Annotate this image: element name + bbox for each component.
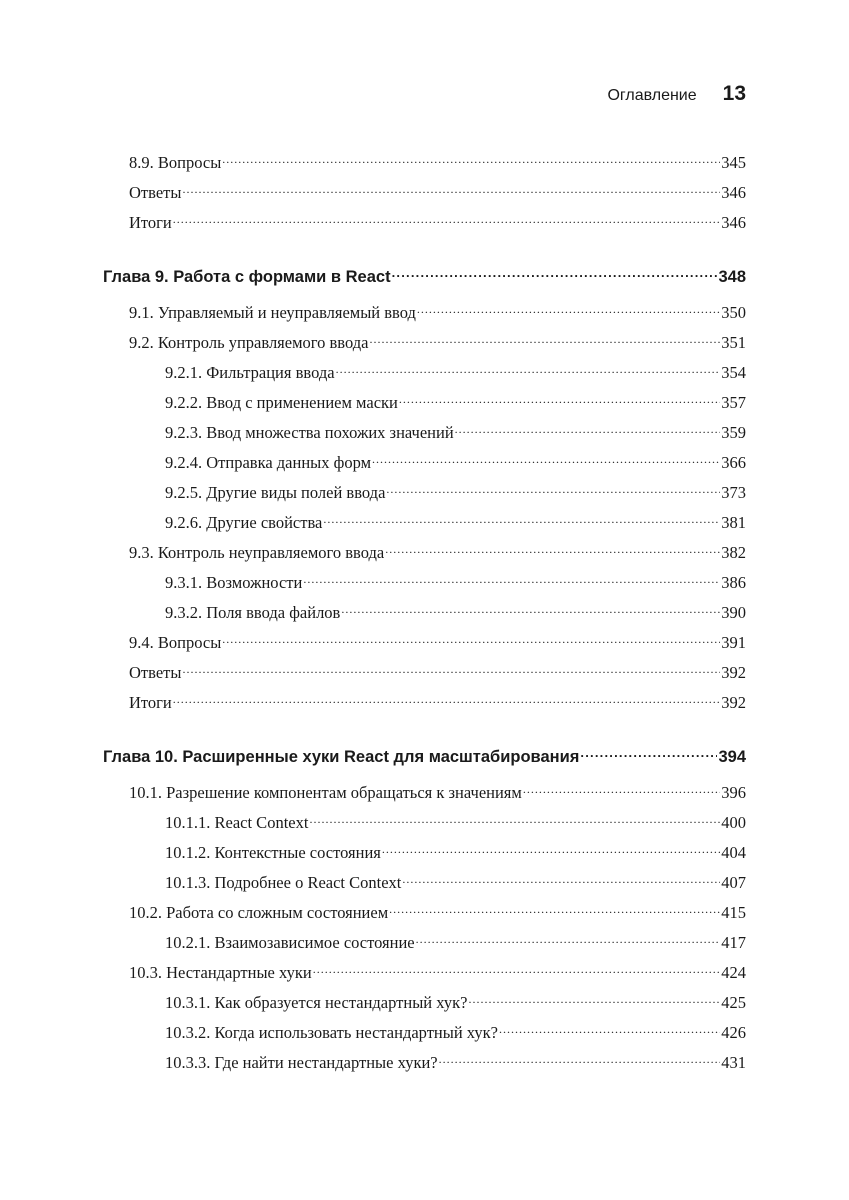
toc-entry-label: 10.1.1. React Context: [165, 813, 309, 832]
leader-dots: [499, 1016, 720, 1038]
toc-subentry[interactable]: [165, 356, 746, 382]
leader-dots: [386, 476, 720, 498]
toc-subentry[interactable]: [165, 866, 746, 892]
toc-entry-page: 392: [721, 693, 746, 712]
toc-entry-label: 9.4. Вопросы: [129, 633, 222, 652]
toc-entry-page: 396: [721, 783, 746, 802]
toc-subentry[interactable]: [165, 476, 746, 502]
leader-dots: [303, 566, 720, 588]
running-header-title: Оглавление: [607, 87, 697, 104]
leader-dots: [182, 656, 720, 678]
toc-entry-page: 407: [721, 873, 746, 892]
leader-dots: [392, 260, 718, 282]
toc-entry-label: 9.2.1. Фильтрация ввода: [165, 363, 335, 382]
toc-entry-page: 354: [721, 363, 746, 382]
toc-entry-page: 415: [721, 903, 746, 922]
toc-entry-label: Итоги: [129, 693, 172, 712]
toc-entry-page: 345: [721, 153, 746, 172]
toc-subentry[interactable]: [165, 566, 746, 592]
toc-entry-label: 9.1. Управляемый и неуправляемый ввод: [129, 303, 416, 322]
toc-entry-label: 8.9. Вопросы: [129, 153, 222, 172]
toc-entry-page: 346: [721, 183, 746, 202]
leader-dots: [399, 386, 720, 408]
toc-subentry[interactable]: [165, 386, 746, 412]
toc-entry-page: 392: [721, 663, 746, 682]
leader-dots: [402, 866, 720, 888]
toc-subentry[interactable]: [165, 986, 746, 1012]
toc-subentry[interactable]: [165, 926, 746, 952]
toc-subentry[interactable]: [165, 506, 746, 532]
toc-entry-label: 10.2.1. Взаимозависимое состояние: [165, 933, 415, 952]
leader-dots: [439, 1046, 721, 1068]
toc-entry-label: 10.3.1. Как образуется нестандартный хук?: [165, 993, 468, 1012]
toc-entry-label: Ответы: [129, 663, 182, 682]
toc-entry-page: 400: [721, 813, 746, 832]
toc-subentry[interactable]: [165, 446, 746, 472]
leader-dots: [309, 806, 720, 828]
toc-entry-label: 10.3.3. Где найти нестандартные хуки?: [165, 1053, 438, 1072]
toc-entry-label: 10.1.2. Контекстные состояния: [165, 843, 381, 862]
toc-entry-label: 9.3. Контроль неуправляемого ввода: [129, 543, 385, 562]
leader-dots: [455, 416, 721, 438]
toc-entry-label: 9.2.6. Другие свойства: [165, 513, 323, 532]
leader-dots: [523, 776, 720, 798]
toc-entry-label: 9.2.5. Другие виды полей ввода: [165, 483, 386, 502]
toc-subentry[interactable]: [165, 836, 746, 862]
leader-dots: [416, 926, 721, 948]
leader-dots: [468, 986, 720, 1008]
leader-dots: [313, 956, 721, 978]
toc-entry-label: Глава 9. Работа с формами в React: [103, 268, 391, 286]
toc-entry[interactable]: [129, 206, 746, 232]
toc-entry-page: 391: [721, 633, 746, 652]
toc-subentry[interactable]: [165, 596, 746, 622]
leader-dots: [417, 296, 720, 318]
toc-entry[interactable]: [129, 176, 746, 202]
toc-entry[interactable]: [129, 326, 746, 352]
toc-entry-page: 425: [721, 993, 746, 1012]
leader-dots: [182, 176, 720, 198]
leader-dots: [222, 626, 720, 648]
toc-subentry[interactable]: [165, 1016, 746, 1042]
toc-entry-page: 381: [721, 513, 746, 532]
toc-entry[interactable]: [129, 896, 746, 922]
leader-dots: [580, 740, 717, 762]
toc-entry-label: 10.1.3. Подробнее о React Context: [165, 873, 402, 892]
toc-entry-page: 350: [721, 303, 746, 322]
toc-entry[interactable]: [129, 626, 746, 652]
toc-entry-page: 426: [721, 1023, 746, 1042]
toc-entry[interactable]: [129, 686, 746, 712]
toc-entry-page: 394: [718, 748, 746, 766]
toc-entry-label: 9.2. Контроль управляемого ввода: [129, 333, 369, 352]
toc-entry-label: 10.3.2. Когда использовать нестандартный хук?: [165, 1023, 498, 1042]
leader-dots: [385, 536, 720, 558]
leader-dots: [336, 356, 721, 378]
toc-entry-label: 9.3.1. Возможности: [165, 573, 303, 592]
toc-subentry[interactable]: [165, 1046, 746, 1072]
toc-entry[interactable]: [129, 146, 746, 172]
toc-entry-page: 431: [721, 1053, 746, 1072]
toc-entry-page: 404: [721, 843, 746, 862]
toc-entry-label: 9.2.4. Отправка данных форм: [165, 453, 372, 472]
toc-entry-page: 351: [721, 333, 746, 352]
toc-entry-label: Ответы: [129, 183, 182, 202]
leader-dots: [341, 596, 720, 618]
toc-entry-label: Глава 10. Расширенные хуки React для масштабирования: [103, 748, 580, 766]
toc-entry-label: 9.2.2. Ввод с применением маски: [165, 393, 398, 412]
toc-entry-label: 9.3.2. Поля ввода файлов: [165, 603, 341, 622]
toc-entry-page: 390: [721, 603, 746, 622]
toc-entry-page: 417: [721, 933, 746, 952]
leader-dots: [382, 836, 720, 858]
leader-dots: [222, 146, 720, 168]
leader-dots: [389, 896, 720, 918]
toc-entry-page: 366: [721, 453, 746, 472]
leader-dots: [372, 446, 720, 468]
toc-entry-page: 348: [718, 268, 746, 286]
leader-dots: [173, 686, 720, 708]
toc-entry-page: 373: [721, 483, 746, 502]
toc-entry[interactable]: [129, 296, 746, 322]
toc-entry[interactable]: [129, 536, 746, 562]
leader-dots: [369, 326, 720, 348]
toc-entry-page: 424: [721, 963, 746, 982]
toc-entry-page: 359: [721, 423, 746, 442]
toc-entry-label: 10.2. Работа со сложным состоянием: [129, 903, 389, 922]
toc-entry-page: 357: [721, 393, 746, 412]
toc-entry[interactable]: [129, 656, 746, 682]
toc-entry-label: Итоги: [129, 213, 172, 232]
toc-chapter-heading[interactable]: [103, 740, 746, 766]
page-number: 13: [722, 82, 746, 105]
leader-dots: [323, 506, 720, 528]
toc-entry-page: 346: [721, 213, 746, 232]
toc-entry-page: 386: [721, 573, 746, 592]
toc-entry-label: 10.3. Нестандартные хуки: [129, 963, 312, 982]
toc-chapter-heading[interactable]: [103, 260, 746, 286]
toc-entry[interactable]: [129, 956, 746, 982]
toc-entry[interactable]: [129, 776, 746, 802]
toc-entry-label: 10.1. Разрешение компонентам обращаться к значениям: [129, 783, 522, 802]
leader-dots: [173, 206, 720, 228]
toc-subentry[interactable]: [165, 416, 746, 442]
toc-entry-label: 9.2.3. Ввод множества похожих значений: [165, 423, 454, 442]
toc-entry-page: 382: [721, 543, 746, 562]
toc-subentry[interactable]: [165, 806, 746, 832]
